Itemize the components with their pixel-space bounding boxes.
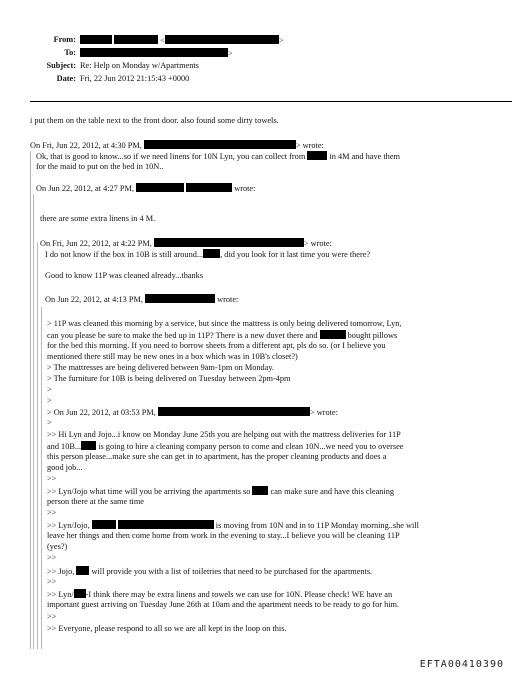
line-text: is moving from 10N and in to 11P Monday morning..she will [215, 521, 419, 530]
subject-value: Re: Help on Monday w/Apartments [80, 61, 199, 70]
body-line [47, 486, 394, 497]
body-line [45, 249, 370, 260]
line-text: >> Lyn/ [47, 590, 74, 599]
redaction-bar [144, 140, 296, 149]
redaction-bar [114, 35, 158, 44]
body-line [47, 330, 397, 341]
body-line: > 11P was cleaned this morning by a service, but since the mattress is only being delivered tomorrow, Lyn, [47, 319, 402, 328]
line-text: >> Jojo, [47, 567, 75, 576]
body-line: > [47, 396, 52, 405]
redaction-bar [165, 35, 279, 44]
redaction-bar [252, 486, 268, 495]
body-line [47, 589, 392, 600]
redaction-bar [186, 183, 232, 192]
quote-header-end: > wrote: [295, 141, 324, 150]
to-label: To: [64, 48, 76, 57]
body-line: >> [47, 577, 57, 586]
line-text: can make sure and have this cleaning [270, 487, 395, 496]
line-text: and 10B... [47, 442, 82, 451]
quote-header-end: > wrote: [309, 408, 338, 417]
redaction-bar [76, 566, 89, 575]
body-line: good job... [47, 463, 83, 472]
quote-header-text: > On Jun 22, 2012, at 03:53 PM, [47, 408, 156, 417]
quote-bar [33, 194, 34, 649]
redaction-bar [74, 589, 86, 598]
line-text: >> Lyn/Jojo what time will you be arriving the apartments so [47, 487, 251, 496]
body-line: > [47, 385, 52, 394]
quote-header-end: > wrote: [303, 239, 332, 248]
body-line: this person please...make sure she can get in to apartment, has the proper cleaning products and does a [47, 452, 387, 461]
quote-header-end: wrote: [234, 184, 256, 193]
body-line [47, 566, 372, 577]
body-line: > The mattresses are being delivered between 9am-1pm on Monday. [47, 363, 275, 372]
line-text: can you please be sure to make the bed up in 11P? There is a new duvet there and [47, 331, 318, 340]
redaction-bar [307, 151, 327, 160]
line-text: I do not know if the box in 10B is still around... [45, 250, 204, 259]
redaction-bar [136, 183, 184, 192]
quote-header [36, 183, 255, 194]
redaction-bar [80, 48, 228, 57]
redaction-bar [320, 330, 346, 339]
body-line: Good to know 11P was cleaned already...thanks [45, 271, 204, 280]
quote-header-text: On Jun 22, 2012, at 4:13 PM, [45, 295, 143, 304]
body-line [47, 520, 419, 531]
body-line: (yes?) [47, 542, 68, 551]
redaction-bar [158, 407, 310, 416]
to-gt: > [228, 49, 233, 58]
body-line: >> [47, 612, 57, 621]
from-gt: > [278, 36, 284, 45]
subject-label: Subject: [46, 61, 76, 70]
header-divider [30, 101, 512, 102]
redaction-bar [118, 520, 214, 529]
body-line: i put them on the table next to the front door. also found some dirty towels. [30, 116, 279, 125]
body-line: >> Hi Lyn and Jojo...i know on Monday June 25th you are helping out with the mattress deliveries for 11P [47, 430, 401, 439]
line-text: is going to hire a cleaning company person to come and clean 10N...we need you to oversee [98, 442, 404, 451]
line-text: , did you look for it last time you were there? [220, 250, 371, 259]
body-line: mentioned there still may be new ones in a box which was in 10B's closet?) [47, 352, 298, 361]
from-value [80, 35, 284, 46]
quote-bar [30, 151, 31, 649]
body-line: person there at the same time [47, 497, 144, 506]
body-line: > [47, 418, 52, 427]
line-text: will provide you with a list of toiletries that need to be purchased for the apartments. [91, 567, 373, 576]
date-value: Fri, 22 Jun 2012 21:15:43 +0000 [80, 74, 190, 83]
body-line: for the maid to put on the bed in 10N.. [36, 162, 164, 171]
quote-header [40, 238, 332, 249]
body-line: >> Everyone, please respond to all so we are all kept in the loop on this. [47, 624, 287, 633]
body-line: important guest arriving on Tuesday June 26th at 10am and the apartment needs to be ready to go for him. [47, 600, 400, 609]
redaction-bar [203, 249, 220, 258]
quote-header-text: On Jun 22, 2012, at 4:27 PM, [36, 184, 134, 193]
to-value [80, 48, 233, 59]
quote-header [45, 294, 238, 305]
body-line [47, 441, 403, 452]
quote-bar [37, 242, 38, 649]
quote-header [47, 407, 338, 418]
quote-header-end: wrote: [217, 295, 239, 304]
body-line: there are some extra linens in 4 M. [40, 214, 156, 223]
quote-header-text: On Fri, Jun 22, 2012, at 4:30 PM, [30, 141, 142, 150]
body-line: for the bed this morning. If you need to borrow sheets from a different apt, pls do so. (or I believe you [47, 341, 386, 350]
quote-bar [41, 307, 42, 649]
from-lt: < [160, 36, 165, 45]
body-line: >> [47, 474, 57, 483]
redaction-bar [145, 294, 215, 303]
quote-header-text: On Fri, Jun 22, 2012, at 4:22 PM, [40, 239, 152, 248]
redaction-bar [81, 441, 96, 450]
body-line: >> [47, 508, 57, 517]
line-text: -I think there may be extra linens and towels we can use for 10N. Please check! WE have an [85, 590, 393, 599]
from-label: From: [53, 35, 76, 44]
body-line: leave her things and then come home from work in the evening to stay...I believe you will be cleaning 11P [47, 531, 400, 540]
redaction-bar [154, 238, 304, 247]
line-text: bought pillows [347, 331, 398, 340]
document-id: EFTA00410390 [419, 659, 504, 670]
redaction-bar [80, 35, 112, 44]
body-line [36, 151, 400, 162]
date-label: Date: [56, 74, 76, 83]
body-line: >> [47, 553, 57, 562]
quote-header [30, 140, 324, 151]
redaction-bar [92, 520, 116, 529]
line-text: >> Lyn/Jojo, [47, 521, 90, 530]
body-line: > The furniture for 10B is being delivered on Tuesday between 2pm-4pm [47, 374, 291, 383]
line-text: Ok, that is good to know...so if we need linens for 10N Lyn, you can collect from [36, 152, 306, 161]
line-text: in 4M and have them [329, 152, 400, 161]
